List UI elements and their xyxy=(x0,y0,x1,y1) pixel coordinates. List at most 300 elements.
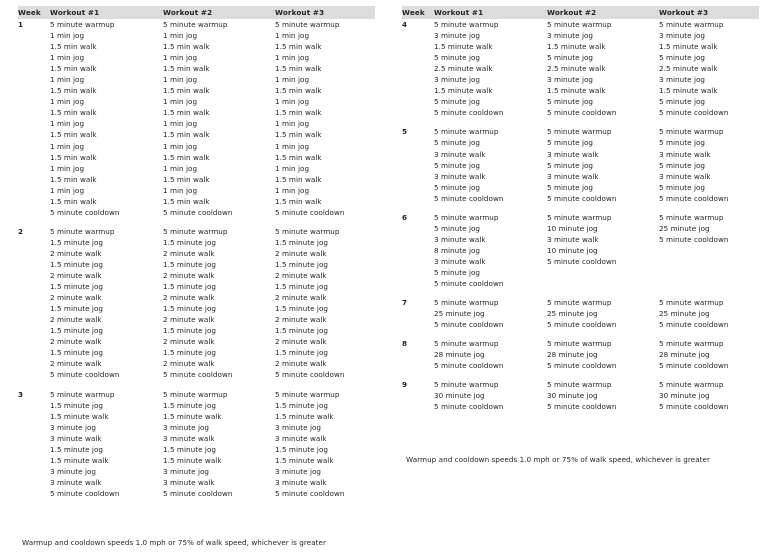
workout-1-step: 5 minute jog xyxy=(434,223,481,233)
workout-1-step: 1 min jog xyxy=(50,185,85,195)
workout-3-step: 1.5 min walk xyxy=(275,152,322,162)
week-group-spacer xyxy=(402,118,759,126)
workout-2-step: 1.5 minute walk xyxy=(163,411,222,421)
workout-3-step: 5 minute jog xyxy=(659,97,706,107)
workout-1-step: 5 minute cooldown xyxy=(434,108,504,118)
workout-1-step: 5 minute cooldown xyxy=(434,361,504,371)
workout-1-step: 1.5 minute walk xyxy=(50,455,109,465)
workout-1-step: 2 minute walk xyxy=(50,271,102,281)
workout-3-step: 5 minute jog xyxy=(659,182,706,192)
table-row xyxy=(402,19,759,30)
workout-3-step: 1.5 minute walk xyxy=(275,411,334,421)
week-number: 6 xyxy=(402,212,408,222)
workout-2-step: 5 minute warmup xyxy=(547,339,612,349)
workout-1-step: 1.5 minute jog xyxy=(50,259,104,269)
workout-2-step: 5 minute cooldown xyxy=(547,256,617,266)
week-number: 5 xyxy=(402,127,408,137)
workout-3-step: 3 minute walk xyxy=(275,477,327,487)
table-row xyxy=(402,126,759,137)
workout-3-step: 28 minute jog xyxy=(659,350,710,360)
column-header-workout-2: Workout #2 xyxy=(163,8,213,17)
workout-3-step: 5 minute cooldown xyxy=(659,361,729,371)
workout-3-step: 1 min jog xyxy=(275,31,310,41)
workout-2-step: 3 minute walk xyxy=(547,171,599,181)
workout-2-step: 1.5 minute jog xyxy=(163,444,217,454)
week-group xyxy=(18,19,375,218)
footnote-right: Warmup and cooldown speeds 1.0 mph or 75% of walk speed, whichever is greater xyxy=(406,455,711,464)
workout-3-step: 5 minute cooldown xyxy=(275,488,345,498)
workout-3-step: 1 min jog xyxy=(275,185,310,195)
workout-3-step: 2 minute walk xyxy=(275,248,327,258)
workout-1-step: 1.5 min walk xyxy=(50,196,97,206)
week-number: 9 xyxy=(402,380,408,390)
workout-3-step: 5 minute cooldown xyxy=(659,193,729,203)
table-row xyxy=(402,349,759,360)
workout-1-step: 1.5 minute walk xyxy=(50,411,109,421)
workout-2-step: 10 minute jog xyxy=(547,245,598,255)
workout-2-step: 1.5 minute walk xyxy=(547,42,606,52)
workout-1-step: 1.5 minute jog xyxy=(50,444,104,454)
workout-3-step: 5 minute cooldown xyxy=(659,320,729,330)
table-row xyxy=(18,19,375,30)
workout-1-step: 5 minute cooldown xyxy=(50,207,120,217)
workout-1-step: 5 minute warmup xyxy=(50,20,115,29)
workout-2-step: 1 min jog xyxy=(163,163,198,173)
workout-1-step: 2 minute walk xyxy=(50,337,102,347)
workout-1-step: 3 minute walk xyxy=(50,477,102,487)
week-group-spacer xyxy=(402,289,759,297)
workout-1-step: 1.5 minute jog xyxy=(50,348,104,358)
table-row xyxy=(402,308,759,319)
workout-1-step: 3 minute jog xyxy=(434,31,481,41)
table-row xyxy=(402,149,759,160)
table-row xyxy=(18,389,375,400)
workout-3-step: 5 minute cooldown xyxy=(275,370,345,380)
workout-1-step: 5 minute jog xyxy=(434,182,481,192)
workout-3-step: 30 minute jog xyxy=(659,391,710,401)
workout-2-step: 1.5 min walk xyxy=(163,130,210,140)
workout-3-step: 1 min jog xyxy=(275,163,310,173)
workout-2-step: 2 minute walk xyxy=(163,248,215,258)
workout-1-step: 5 minute warmup xyxy=(50,389,115,399)
table-row xyxy=(18,96,375,107)
workout-2-step: 30 minute jog xyxy=(547,391,598,401)
week-number: 2 xyxy=(18,226,24,236)
workout-1-step: 3 minute walk xyxy=(434,149,486,159)
workout-3-step: 5 minute cooldown xyxy=(659,402,729,412)
table-row xyxy=(402,256,759,267)
workout-1-step: 5 minute jog xyxy=(434,53,481,63)
week-group xyxy=(18,226,375,381)
table-row xyxy=(18,270,375,281)
workout-1-step: 1.5 min walk xyxy=(50,42,97,52)
workout-1-step: 1 min jog xyxy=(50,97,85,107)
left-table-body xyxy=(18,19,375,499)
table-row xyxy=(18,248,375,259)
workout-2-step: 5 minute cooldown xyxy=(547,193,617,203)
workout-3-step: 2 minute walk xyxy=(275,359,327,369)
workout-2-step: 5 minute warmup xyxy=(163,20,228,29)
workout-3-step: 5 minute cooldown xyxy=(275,207,345,217)
workout-1-step: 3 minute jog xyxy=(50,466,97,476)
workout-3-step: 1.5 min walk xyxy=(275,64,322,74)
workout-2-step: 2 minute walk xyxy=(163,315,215,325)
table-row xyxy=(18,129,375,140)
table-row xyxy=(18,411,375,422)
table-row xyxy=(18,85,375,96)
table-row xyxy=(18,185,375,196)
workout-2-step: 1.5 minute jog xyxy=(163,400,217,410)
workout-2-step: 3 minute walk xyxy=(547,234,599,244)
week-number: 1 xyxy=(18,20,24,29)
left-workout-table xyxy=(18,6,375,499)
footnote-left: Warmup and cooldown speeds 1.0 mph or 75% of walk speed, whichever is greater xyxy=(22,538,327,547)
workout-1-step: 5 minute jog xyxy=(434,97,481,107)
workout-2-step: 1.5 min walk xyxy=(163,86,210,96)
table-row xyxy=(18,259,375,270)
table-row xyxy=(402,85,759,96)
table-row xyxy=(402,267,759,278)
table-row xyxy=(18,281,375,292)
table-row xyxy=(18,292,375,303)
workout-1-step: 1.5 min walk xyxy=(50,130,97,140)
week-group-spacer xyxy=(18,218,375,226)
week-group xyxy=(402,19,759,118)
table-row xyxy=(18,477,375,488)
workout-1-step: 1 min jog xyxy=(50,75,85,85)
table-row xyxy=(18,163,375,174)
workout-2-step: 5 minute jog xyxy=(547,97,594,107)
week-number: 7 xyxy=(402,298,408,308)
workout-3-step: 1.5 min walk xyxy=(275,130,322,140)
workout-2-step: 5 minute warmup xyxy=(163,389,228,399)
workout-1-step: 1.5 minute jog xyxy=(50,326,104,336)
workout-1-step: 1.5 min walk xyxy=(50,152,97,162)
workout-1-step: 5 minute jog xyxy=(434,138,481,148)
workout-2-step: 2.5 minute walk xyxy=(547,64,606,74)
workout-2-step: 1 min jog xyxy=(163,53,198,63)
workout-2-step: 2 minute walk xyxy=(163,271,215,281)
workout-3-step: 5 minute cooldown xyxy=(659,108,729,118)
workout-2-step: 1.5 minute walk xyxy=(547,86,606,96)
workout-1-step: 5 minute warmup xyxy=(434,298,499,308)
table-header-row xyxy=(402,6,759,19)
table-row xyxy=(18,314,375,325)
workout-1-step: 5 minute warmup xyxy=(50,226,115,236)
workout-2-step: 5 minute cooldown xyxy=(547,402,617,412)
workout-2-step: 28 minute jog xyxy=(547,350,598,360)
week-group xyxy=(402,212,759,289)
week-group-spacer xyxy=(18,381,375,389)
table-row xyxy=(402,52,759,63)
workout-2-step: 5 minute cooldown xyxy=(547,108,617,118)
workout-3-step: 2 minute walk xyxy=(275,315,327,325)
table-row xyxy=(402,30,759,41)
table-row xyxy=(18,196,375,207)
workout-1-step: 5 minute cooldown xyxy=(434,279,504,289)
workout-3-step: 25 minute jog xyxy=(659,223,710,233)
week-number: 3 xyxy=(18,389,24,399)
workout-2-step: 1.5 minute walk xyxy=(163,455,222,465)
table-row xyxy=(402,297,759,308)
workout-3-step: 1 min jog xyxy=(275,53,310,63)
workout-3-step: 1 min jog xyxy=(275,75,310,85)
workout-1-step: 5 minute cooldown xyxy=(434,320,504,330)
workout-1-step: 3 minute jog xyxy=(434,75,481,85)
table-row xyxy=(18,74,375,85)
workout-2-step: 3 minute jog xyxy=(547,75,594,85)
workout-3-step: 1.5 min walk xyxy=(275,108,322,118)
workout-3-step: 1.5 minute jog xyxy=(275,259,329,269)
right-table-body xyxy=(402,19,759,413)
workout-1-step: 5 minute cooldown xyxy=(434,402,504,412)
workout-2-step: 5 minute jog xyxy=(547,138,594,148)
table-row xyxy=(402,193,759,204)
workout-2-step: 1.5 minute jog xyxy=(163,348,217,358)
workout-3-step: 1.5 minute jog xyxy=(275,282,329,292)
workout-3-step: 3 minute jog xyxy=(275,466,322,476)
workout-3-step: 2 minute walk xyxy=(275,271,327,281)
table-row xyxy=(18,433,375,444)
table-row xyxy=(18,369,375,380)
workout-2-step: 1.5 min walk xyxy=(163,152,210,162)
table-row xyxy=(402,245,759,256)
workout-1-step: 1 min jog xyxy=(50,53,85,63)
table-row xyxy=(18,63,375,74)
workout-2-step: 1.5 minute jog xyxy=(163,237,217,247)
workout-1-step: 5 minute jog xyxy=(434,160,481,170)
workout-1-step: 1.5 min walk xyxy=(50,108,97,118)
workout-2-step: 1 min jog xyxy=(163,185,198,195)
workout-2-step: 1.5 minute jog xyxy=(163,259,217,269)
table-row xyxy=(402,401,759,412)
table-row xyxy=(18,141,375,152)
table-row xyxy=(402,107,759,118)
workout-1-step: 1.5 minute walk xyxy=(434,86,493,96)
workout-3-step: 25 minute jog xyxy=(659,309,710,319)
workout-2-step: 2 minute walk xyxy=(163,293,215,303)
workout-1-step: 1.5 min walk xyxy=(50,174,97,184)
table-row xyxy=(18,466,375,477)
workout-2-step: 5 minute cooldown xyxy=(163,488,233,498)
workout-2-step: 5 minute warmup xyxy=(163,226,228,236)
workout-1-step: 1.5 minute jog xyxy=(50,400,104,410)
week-group-spacer xyxy=(402,204,759,212)
workout-1-step: 5 minute jog xyxy=(434,267,481,277)
workout-1-step: 2.5 minute walk xyxy=(434,64,493,74)
workout-3-step: 5 minute jog xyxy=(659,138,706,148)
workout-3-step: 5 minute jog xyxy=(659,53,706,63)
workout-2-step: 1.5 minute jog xyxy=(163,282,217,292)
workout-3-step: 3 minute jog xyxy=(659,75,706,85)
table-row xyxy=(402,160,759,171)
table-row xyxy=(18,52,375,63)
workout-3-step: 5 minute jog xyxy=(659,160,706,170)
workout-1-step: 1 min jog xyxy=(50,119,85,129)
table-row xyxy=(18,152,375,163)
table-row xyxy=(18,41,375,52)
week-group-spacer xyxy=(402,330,759,338)
workout-2-step: 1 min jog xyxy=(163,31,198,41)
workout-3-step: 1.5 min walk xyxy=(275,196,322,206)
workout-3-step: 5 minute warmup xyxy=(275,20,340,29)
workout-3-step: 5 minute warmup xyxy=(659,127,724,137)
workout-3-step: 1.5 minute walk xyxy=(659,42,718,52)
workout-3-step: 1 min jog xyxy=(275,119,310,129)
workout-3-step: 3 minute jog xyxy=(659,31,706,41)
week-group xyxy=(402,297,759,330)
table-row xyxy=(402,137,759,148)
workout-2-step: 5 minute warmup xyxy=(547,212,612,222)
table-row xyxy=(18,207,375,218)
workout-2-step: 1.5 minute jog xyxy=(163,304,217,314)
workout-2-step: 3 minute jog xyxy=(163,422,210,432)
table-row xyxy=(18,358,375,369)
workout-2-step: 5 minute cooldown xyxy=(163,207,233,217)
workout-3-step: 3 minute walk xyxy=(275,433,327,443)
workout-1-step: 2 minute walk xyxy=(50,248,102,258)
workout-2-step: 1.5 min walk xyxy=(163,108,210,118)
table-row xyxy=(18,303,375,314)
workout-3-step: 1.5 minute jog xyxy=(275,326,329,336)
workout-2-step: 5 minute warmup xyxy=(547,20,612,29)
table-row xyxy=(18,174,375,185)
workout-1-step: 2 minute walk xyxy=(50,359,102,369)
workout-1-step: 5 minute warmup xyxy=(434,127,499,137)
workout-3-step: 1.5 minute jog xyxy=(275,348,329,358)
workout-2-step: 10 minute jog xyxy=(547,223,598,233)
table-row xyxy=(18,347,375,358)
workout-3-step: 1.5 min walk xyxy=(275,174,322,184)
table-row xyxy=(18,30,375,41)
workout-1-step: 3 minute jog xyxy=(50,422,97,432)
table-row xyxy=(18,444,375,455)
workout-1-step: 5 minute warmup xyxy=(434,339,499,349)
table-row xyxy=(18,118,375,129)
workout-2-step: 5 minute jog xyxy=(547,160,594,170)
table-row xyxy=(18,237,375,248)
workout-2-step: 5 minute jog xyxy=(547,182,594,192)
column-header-week: Week xyxy=(18,8,41,17)
workout-2-step: 5 minute jog xyxy=(547,53,594,63)
workout-2-step: 3 minute jog xyxy=(163,466,210,476)
table-row xyxy=(402,234,759,245)
workout-2-step: 5 minute cooldown xyxy=(163,370,233,380)
table-row xyxy=(402,223,759,234)
workout-2-step: 2 minute walk xyxy=(163,337,215,347)
workout-1-step: 5 minute warmup xyxy=(434,380,499,390)
workout-3-step: 1.5 minute jog xyxy=(275,400,329,410)
column-header-workout-3: Workout #3 xyxy=(275,8,325,17)
week-group xyxy=(402,338,759,371)
column-header-workout-1: Workout #1 xyxy=(50,8,100,17)
workout-2-step: 3 minute jog xyxy=(547,31,594,41)
table-header-row xyxy=(18,6,375,19)
workout-2-step: 3 minute walk xyxy=(163,477,215,487)
table-row xyxy=(18,488,375,499)
workout-1-step: 3 minute walk xyxy=(434,171,486,181)
workout-3-step: 5 minute warmup xyxy=(659,298,724,308)
workout-1-step: 3 minute walk xyxy=(50,433,102,443)
table-row xyxy=(402,278,759,289)
workout-3-step: 1.5 minute walk xyxy=(659,86,718,96)
workout-3-step: 2 minute walk xyxy=(275,293,327,303)
workout-1-step: 25 minute jog xyxy=(434,309,485,319)
week-number: 8 xyxy=(402,339,408,349)
table-row xyxy=(402,96,759,107)
workout-2-step: 5 minute cooldown xyxy=(547,320,617,330)
workout-3-step: 1.5 min walk xyxy=(275,42,322,52)
right-workout-table xyxy=(402,6,759,413)
right-panel xyxy=(384,0,767,555)
workout-3-step: 3 minute walk xyxy=(659,149,711,159)
workout-3-step: 3 minute walk xyxy=(659,171,711,181)
table-row xyxy=(18,422,375,433)
workout-2-step: 5 minute warmup xyxy=(547,127,612,137)
week-group-spacer xyxy=(402,371,759,379)
workout-2-step: 3 minute walk xyxy=(163,433,215,443)
workout-3-step: 1 min jog xyxy=(275,97,310,107)
workout-1-step: 5 minute cooldown xyxy=(434,193,504,203)
column-header-workout-3: Workout #3 xyxy=(659,8,709,17)
workout-1-step: 30 minute jog xyxy=(434,391,485,401)
week-group xyxy=(402,379,759,412)
workout-1-step: 1 min jog xyxy=(50,31,85,41)
table-row xyxy=(402,390,759,401)
workout-3-step: 1 min jog xyxy=(275,141,310,151)
table-row xyxy=(18,107,375,118)
workout-3-step: 5 minute warmup xyxy=(659,380,724,390)
workout-1-step: 5 minute warmup xyxy=(434,20,499,29)
workout-3-step: 1.5 minute walk xyxy=(275,455,334,465)
column-header-workout-2: Workout #2 xyxy=(547,8,597,17)
workout-3-step: 5 minute warmup xyxy=(275,226,340,236)
workout-1-step: 1.5 min walk xyxy=(50,64,97,74)
table-row xyxy=(18,336,375,347)
workout-2-step: 5 minute warmup xyxy=(547,380,612,390)
table-row xyxy=(18,455,375,466)
workout-1-step: 1.5 minute jog xyxy=(50,282,104,292)
workout-2-step: 25 minute jog xyxy=(547,309,598,319)
table-row xyxy=(18,400,375,411)
table-row xyxy=(402,319,759,330)
workout-3-step: 2 minute walk xyxy=(275,337,327,347)
workout-1-step: 3 minute walk xyxy=(434,234,486,244)
table-row xyxy=(18,325,375,336)
workout-1-step: 2 minute walk xyxy=(50,315,102,325)
workout-1-step: 2 minute walk xyxy=(50,293,102,303)
week-number: 4 xyxy=(402,20,408,29)
table-row xyxy=(402,212,759,223)
table-row xyxy=(402,41,759,52)
workout-2-step: 5 minute cooldown xyxy=(547,361,617,371)
workout-2-step: 1.5 minute jog xyxy=(163,326,217,336)
workout-1-step: 3 minute walk xyxy=(434,256,486,266)
table-row xyxy=(18,226,375,237)
workout-2-step: 1.5 min walk xyxy=(163,42,210,52)
week-group xyxy=(402,126,759,203)
table-row xyxy=(402,63,759,74)
workout-2-step: 3 minute walk xyxy=(547,149,599,159)
workout-3-step: 3 minute jog xyxy=(275,422,322,432)
table-row xyxy=(402,338,759,349)
workout-1-step: 8 minute jog xyxy=(434,245,481,255)
table-row xyxy=(402,360,759,371)
workout-3-step: 5 minute warmup xyxy=(659,20,724,29)
workout-2-step: 1.5 min walk xyxy=(163,196,210,206)
workout-3-step: 1.5 minute jog xyxy=(275,304,329,314)
workout-2-step: 1 min jog xyxy=(163,97,198,107)
